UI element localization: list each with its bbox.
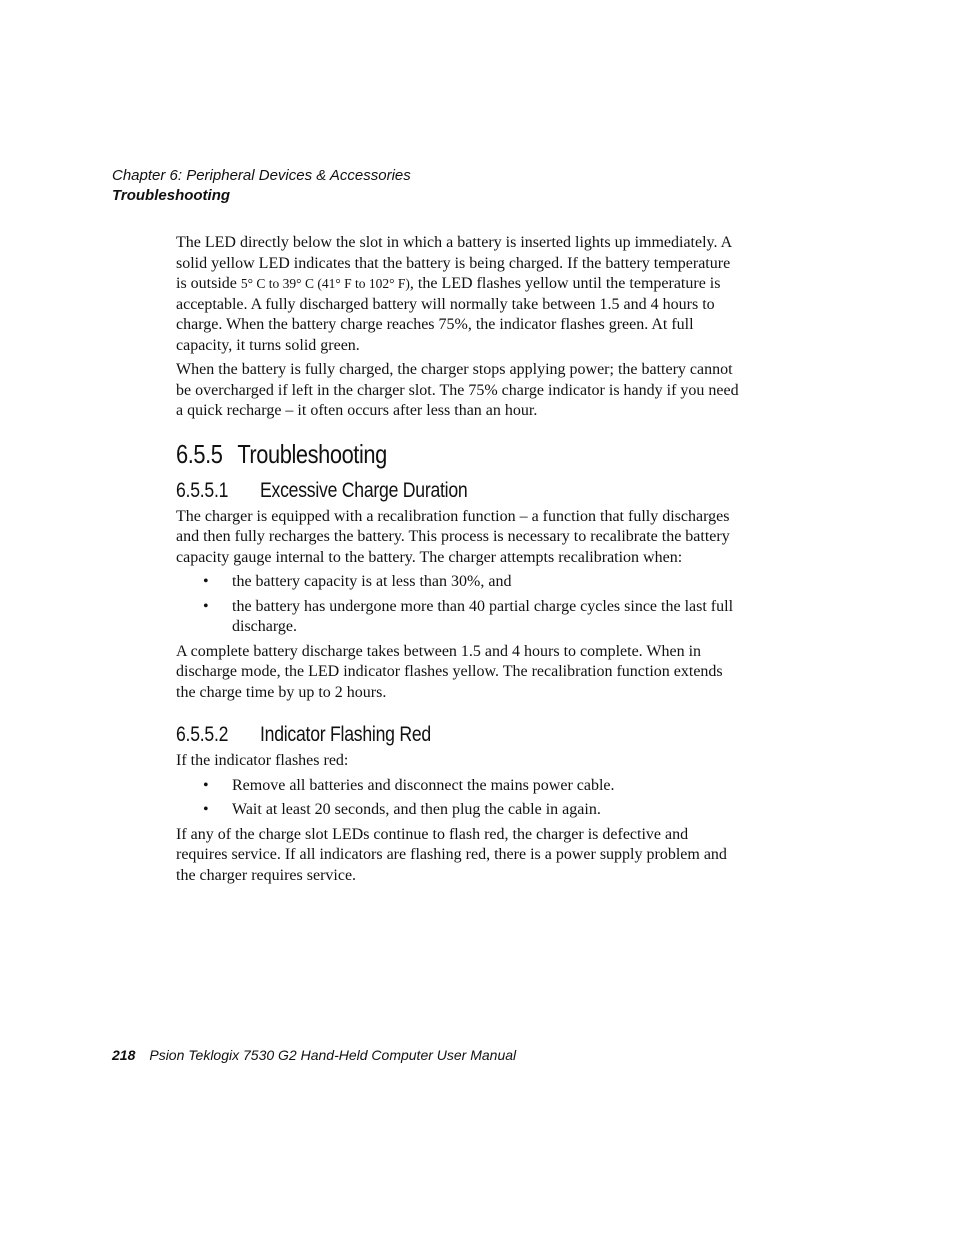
list-item-text: the battery capacity is at less than 30%, and: [232, 573, 512, 590]
sub2-paragraph-1: If the indicator flashes red:: [176, 752, 349, 769]
subsection-number-2: 6.5.5.2: [176, 723, 229, 746]
section-heading: [176, 439, 651, 469]
bullet-glyph: •: [203, 573, 209, 590]
page-number: 218: [112, 1047, 136, 1063]
list-item: [176, 776, 741, 797]
manual-title: Psion Teklogix 7530 G2 Hand-Held Computer User Manual: [149, 1047, 517, 1063]
list-item: [176, 800, 741, 821]
running-header: [112, 166, 411, 206]
sub1-paragraph-1: The charger is equipped with a recalibration function – a function that fully discharges and then fully recharges the battery. This process is necessary to recalibrate the battery capacity gauge internal to the battery. The charger attempts recalibration when:: [176, 507, 730, 566]
sub1-paragraph-2: A complete battery discharge takes between 1.5 and 4 hours to complete. When in discharge mode, the LED indicator flashes yellow. The recalibration function extends the charge time by up to 2 hours.: [176, 642, 723, 701]
list-item-text: the battery has undergone more than 40 partial charge cycles since the last full discharge.: [232, 597, 734, 635]
section-title: Troubleshooting: [237, 438, 387, 469]
list-item: [176, 597, 741, 638]
subsection-title-1: Excessive Charge Duration: [260, 478, 468, 502]
subsection-title-2: Indicator Flashing Red: [260, 723, 431, 746]
subsection-heading-2: [176, 722, 651, 748]
subsection-number-1: 6.5.5.1: [176, 478, 229, 502]
page-body: [176, 233, 741, 890]
header-section-title: Troubleshooting: [112, 187, 231, 204]
subsection-heading-1: [176, 478, 651, 504]
bullet-glyph: •: [203, 597, 209, 615]
bullet-glyph: •: [203, 776, 209, 794]
list-item-text: Remove all batteries and disconnect the mains power cable.: [232, 776, 615, 794]
sub1-bullet-list: [176, 572, 741, 638]
bullet-glyph: •: [203, 801, 209, 818]
intro-paragraph-2: When the battery is fully charged, the charger stops applying power; the battery cannot be overcharged if left in the charger slot. The 75% charge indicator is handy if you need a quick recharge – it often occurs after less than an hour.: [176, 361, 739, 419]
temperature-range: 5° C to 39° C (41° F to 102° F): [240, 276, 410, 291]
list-item: [176, 572, 741, 593]
sub2-bullet-list: [176, 776, 741, 821]
intro-text-a: The LED directly below the slot in which a battery is inserted lights up immediately. A solid yellow LED indicates that the battery is being charged. If the battery temperature is outside: [176, 234, 732, 292]
intro-paragraph-1: [176, 233, 741, 356]
intro-text-b: , the LED flashes yellow until the temperature is acceptable. A fully discharged battery will normally take between 1.5 and 4 hours to charge. When the battery charge reaches 75%, the indicator flashes green. At full capacity, it turns solid green.: [176, 275, 721, 354]
section-number: 6.5.5: [176, 438, 223, 469]
page-footer: [112, 1047, 516, 1063]
sub2-paragraph-2: If any of the charge slot LEDs continue to flash red, the charger is defective and requires service. If all indicators are flashing red, there is a power supply problem and the charger requires service.: [176, 825, 727, 884]
chapter-title: Chapter 6: Peripheral Devices & Accessories: [112, 167, 411, 184]
list-item-text: Wait at least 20 seconds, and then plug the cable in again.: [232, 801, 601, 818]
